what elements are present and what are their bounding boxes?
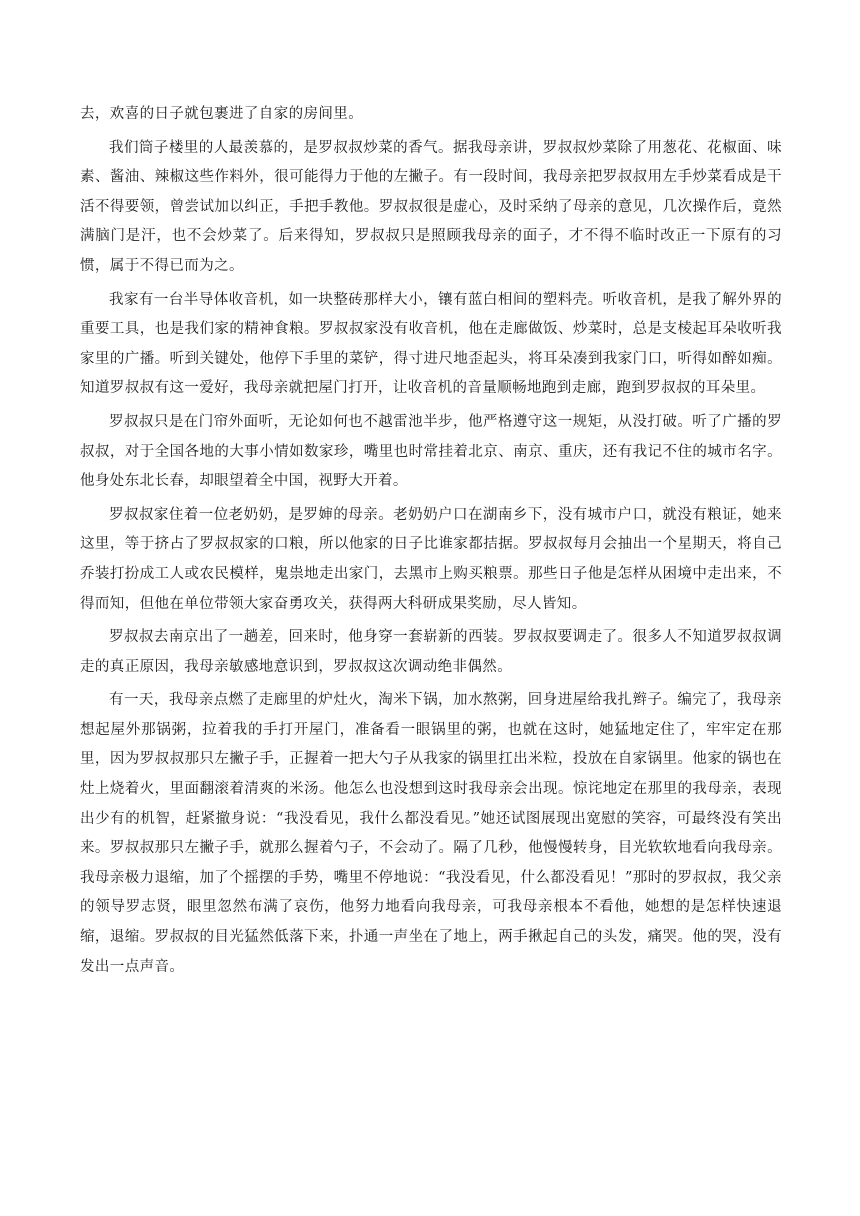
paragraph-7: 有一天，我母亲点燃了走廊里的炉灶火，淘米下锅，加水熬粥，回身进屋给我扎辫子。编完了，我母亲想起屋外那锅粥，拉着我的手打开屋门，准备看一眼锅里的粥，也就在这时，她猛地定住了，牢牢定在那里，因为罗叔叔那只左撇子手，正握着一把大勺子从我家的锅里扛出米粒，投放在自家锅里。他家的锅也在灶上烧着火，里面翻滚着清爽的米汤。他怎么也没想到这时我母亲会出现。惊诧地定在那里的我母亲，表现出少有的机智，赶紧撤身说：“我没看见，我什么都没看见。”她还试图展现出宽慰的笑容，可最终没有笑出来。罗叔叔那只左撇子手，就那么握着勺子，不会动了。隔了几秒，他慢慢转身，目光软软地看向我母亲。我母亲极力退缩，加了个摇摆的手势，嘴里不停地说：“我没看见，什么都没看见！”那时的罗叔叔，我父亲的领导罗志贤，眼里忽然布满了哀伤，他努力地看向我母亲，可我母亲根本不看他，她想的是怎样快速退缩，退缩。罗叔叔的目光猛然低落下来，扑通一声坐在了地上，两手揪起自己的头发，痛哭。他的哭，没有发出一点声音。 [80,692,782,975]
paragraph-6: 罗叔叔去南京出了一趟差，回来时，他身穿一套崭新的西装。罗叔叔要调走了。很多人不知道罗叔叔调走的真正原因，我母亲敏感地意识到，罗叔叔这次调动绝非偶然。 [80,629,782,675]
paragraph-5: 罗叔叔家住着一位老奶奶，是罗婶的母亲。老奶奶户口在湖南乡下，没有城市户口，就没有粮证，她来这里，等于挤占了罗叔叔家的口粮，所以他家的日子比谁家都拮据。罗叔叔每月会抽出一个星期天，将自己乔装打扮成工人或农民模样，鬼祟地走出家门，去黑市上购买粮票。那些日子他是怎样从困境中走出来，不得而知，但他在单位带领大家奋勇攻关，获得两大科研成果奖励，尽人皆知。 [80,506,782,612]
document-body [80,100,782,986]
paragraph-2: 我们筒子楼里的人最羡慕的，是罗叔叔炒菜的香气。据我母亲讲，罗叔叔炒菜除了用葱花、花椒面、味素、酱油、辣椒这些作料外，很可能得力于他的左撇子。有一段时间，我母亲把罗叔叔用左手炒菜看成是干活不得要领，曾尝试加以纠正，手把手教他。罗叔叔很是虚心，及时采纳了母亲的意见，几次操作后，竟然满脑门是汗，也不会炒菜了。后来得知，罗叔叔只是照顾我母亲的面子，才不得不临时改正一下原有的习惯，属于不得已而为之。 [80,139,782,274]
paragraph-1: 去，欢喜的日子就包裹进了自家的房间里。 [80,106,364,122]
paragraph-3: 我家有一台半导体收音机，如一块整砖那样大小，镶有蓝白相间的塑料壳。听收音机，是我了解外界的重要工具，也是我们家的精神食粮。罗叔叔家没有收音机，他在走廊做饭、炒菜时，总是支棱起耳朵收听我家里的广播。听到关键处，他停下手里的菜铲，得寸进尺地歪起头，将耳朵凑到我家门口，听得如醉如痴。知道罗叔叔有这一爱好，我母亲就把屋门打开，让收音机的音量顺畅地跑到走廊，跑到罗叔叔的耳朵里。 [80,291,782,397]
paragraph-4: 罗叔叔只是在门帘外面听，无论如何也不越雷池半步，他严格遵守这一规矩，从没打破。听了广播的罗叔叔，对于全国各地的大事小情如数家珍，嘴里也时常挂着北京、南京、重庆，还有我记不住的城市名字。他身处东北长春，却眼望着全中国，视野大开着。 [80,413,782,490]
